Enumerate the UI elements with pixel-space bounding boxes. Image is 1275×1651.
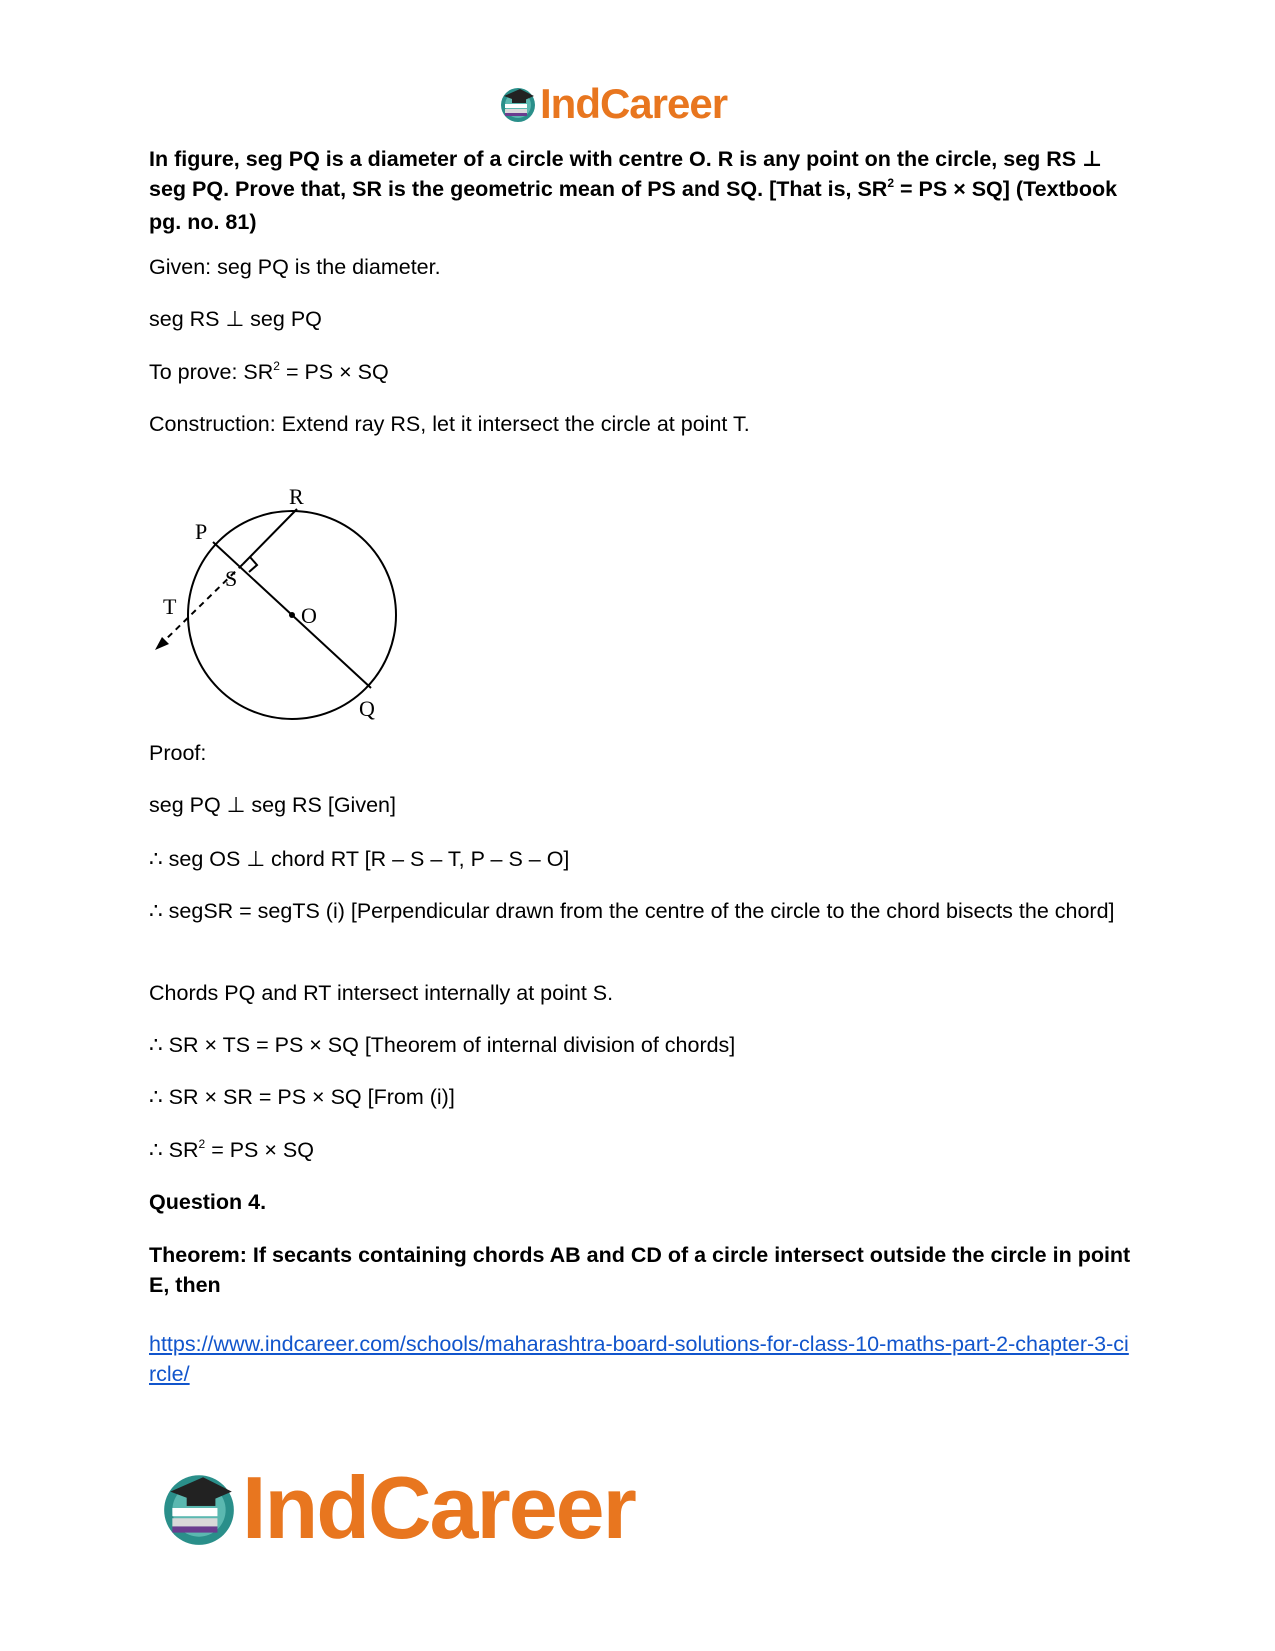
label-o: O [301, 603, 317, 628]
proof-line-1: seg PQ ⊥ seg RS [Given] [149, 793, 396, 817]
proof-line-3: ∴ segSR = segTS (i) [Perpendicular drawn from the centre of the circle to the chord bisects the chord] [149, 899, 1115, 923]
brand-name: IndCareer [242, 1458, 635, 1557]
source-link-container [149, 1329, 1134, 1389]
proof-heading: Proof: [149, 741, 207, 765]
proof-line-7: ∴ $SR^2$ = PS × SQ [149, 1137, 314, 1162]
brand-logo-bottom [158, 1458, 635, 1558]
source-link[interactable]: https://www.indcareer.com/schools/maharashtra-board-solutions-for-class-10-maths-part-2-chapter-3-circle/ [149, 1332, 1129, 1386]
to-prove-text: To prove: $SR^2$ = PS × SQ [149, 359, 389, 384]
question-4-heading: Question 4. [149, 1190, 267, 1214]
proof-line-5: ∴ SR × TS = PS × SQ [Theorem of internal division of chords] [149, 1033, 736, 1057]
brand-name: IndCareer [540, 80, 728, 127]
question-text: In figure, seg PQ is a diameter of a circle with centre O. R is any point on the circle, seg RS ⊥ seg PQ. Prove that, SR is the geometric mean of PS and SQ. [That is, $SR^2$ = PS × SQ] (Textbook pg. no. 81) [149, 147, 1118, 234]
proof-line-2: ∴ seg OS ⊥ chord RT [R – S – T, P – S – O] [149, 847, 570, 871]
arrow-head [155, 637, 169, 650]
label-q: Q [359, 696, 375, 721]
brand-logo-top [498, 78, 727, 130]
circle-diagram [149, 486, 409, 726]
label-r: R [289, 486, 304, 509]
proof-line-6: ∴ SR × SR = PS × SQ [From (i)] [149, 1085, 455, 1109]
label-p: P [195, 519, 208, 544]
proof-line-4: Chords PQ and RT intersect internally at point S. [149, 981, 614, 1005]
label-s: S [225, 566, 238, 591]
chord-rs [243, 509, 297, 564]
graduation-cap-globe-icon [498, 84, 538, 124]
graduation-cap-globe-icon [158, 1467, 240, 1549]
given-text: Given: seg PQ is the diameter. [149, 255, 441, 279]
label-t: T [163, 594, 177, 619]
question-4-text: Theorem: If secants containing chords AB and CD of a circle intersect outside the circle in point E, then [149, 1243, 1131, 1297]
given-perpendicular-text: seg RS ⊥ seg PQ [149, 307, 322, 331]
construction-text: Construction: Extend ray RS, let it intersect the circle at point T. [149, 412, 750, 436]
right-angle-mark [249, 557, 257, 572]
centre-point [289, 612, 295, 618]
